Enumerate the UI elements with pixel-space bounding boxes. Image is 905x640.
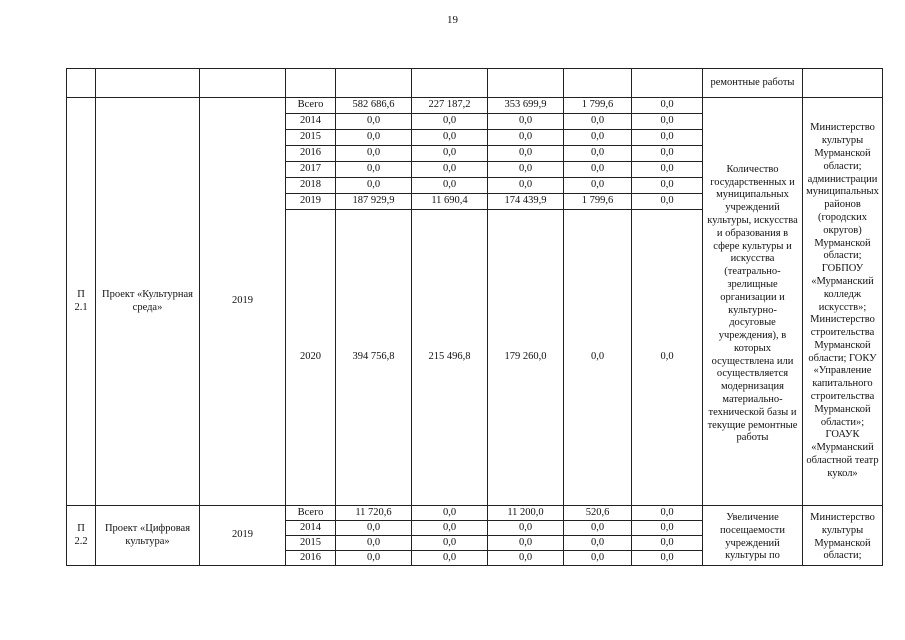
value-cell: 0,0 bbox=[564, 551, 632, 566]
result-cell: Увеличение посещаемости учреждений культуры по bbox=[703, 506, 803, 566]
table-row bbox=[67, 98, 883, 114]
project-name-cell: Проект «Цифровая культура» bbox=[96, 506, 200, 566]
value-cell: 227 187,2 bbox=[412, 98, 488, 114]
value-cell: 353 699,9 bbox=[488, 98, 564, 114]
value-cell: 0,0 bbox=[336, 130, 412, 146]
value-cell: 0,0 bbox=[632, 178, 703, 194]
value-cell: 0,0 bbox=[632, 506, 703, 521]
value-cell: 215 496,8 bbox=[412, 210, 488, 506]
value-cell: 0,0 bbox=[336, 536, 412, 551]
value-cell: 0,0 bbox=[336, 178, 412, 194]
value-cell: 0,0 bbox=[336, 146, 412, 162]
row-label: 2016 bbox=[286, 146, 336, 162]
row-label: 2017 bbox=[286, 162, 336, 178]
value-cell: 11 720,6 bbox=[336, 506, 412, 521]
program-table bbox=[66, 68, 883, 566]
value-cell: 0,0 bbox=[564, 114, 632, 130]
value-cell: 174 439,9 bbox=[488, 194, 564, 210]
value-cell: 0,0 bbox=[488, 146, 564, 162]
value-cell: 0,0 bbox=[564, 130, 632, 146]
value-cell: 0,0 bbox=[632, 210, 703, 506]
row-label: 2014 bbox=[286, 521, 336, 536]
value-cell: 0,0 bbox=[632, 146, 703, 162]
project-year-cell: 2019 bbox=[200, 506, 286, 566]
value-cell: 11 200,0 bbox=[488, 506, 564, 521]
value-cell: 0,0 bbox=[488, 536, 564, 551]
project-year-cell: 2019 bbox=[200, 98, 286, 506]
value-cell: 0,0 bbox=[412, 551, 488, 566]
value-cell: 0,0 bbox=[412, 536, 488, 551]
value-cell: 0,0 bbox=[412, 146, 488, 162]
value-cell: 0,0 bbox=[632, 98, 703, 114]
value-cell: 394 756,8 bbox=[336, 210, 412, 506]
project-code-cell: П 2.1 bbox=[67, 98, 96, 506]
value-cell: 0,0 bbox=[336, 162, 412, 178]
value-cell: 582 686,6 bbox=[336, 98, 412, 114]
value-cell: 0,0 bbox=[564, 162, 632, 178]
value-cell: 0,0 bbox=[412, 521, 488, 536]
row-label: 2015 bbox=[286, 536, 336, 551]
value-cell: 0,0 bbox=[564, 521, 632, 536]
project-name-cell: Проект «Культурная среда» bbox=[96, 98, 200, 506]
table-row bbox=[67, 506, 883, 521]
value-cell: 0,0 bbox=[488, 551, 564, 566]
value-cell: 0,0 bbox=[632, 162, 703, 178]
executor-cell: Министерство культуры Мурманской области; bbox=[803, 506, 883, 566]
continuation-row bbox=[67, 69, 883, 98]
value-cell: 0,0 bbox=[336, 551, 412, 566]
value-cell: 0,0 bbox=[632, 130, 703, 146]
value-cell: 0,0 bbox=[412, 506, 488, 521]
value-cell: 0,0 bbox=[336, 114, 412, 130]
page-number: 19 bbox=[447, 14, 458, 26]
value-cell: 0,0 bbox=[632, 521, 703, 536]
value-cell: 0,0 bbox=[412, 162, 488, 178]
value-cell: 0,0 bbox=[412, 114, 488, 130]
row-label: 2020 bbox=[286, 210, 336, 506]
value-cell: 0,0 bbox=[488, 130, 564, 146]
value-cell: 0,0 bbox=[564, 536, 632, 551]
value-cell: 1 799,6 bbox=[564, 98, 632, 114]
value-cell: 0,0 bbox=[632, 536, 703, 551]
result-cell: Количество государственных и муниципальных учреждений культуры, искусства и образования в сфере культуры и искусства (театрально-зрелищные организации и культурно-досуговые учреждения), в которых осуществлена или осуществляется модернизация материально-технической базы и текущие ремонтные работы bbox=[703, 98, 803, 506]
value-cell: 0,0 bbox=[488, 178, 564, 194]
value-cell: 0,0 bbox=[336, 521, 412, 536]
row-label: Всего bbox=[286, 506, 336, 521]
value-cell: 187 929,9 bbox=[336, 194, 412, 210]
project-code-cell: П 2.2 bbox=[67, 506, 96, 566]
value-cell: 0,0 bbox=[488, 162, 564, 178]
value-cell: 0,0 bbox=[412, 178, 488, 194]
result-tail-cell: ремонтные работы bbox=[703, 69, 803, 98]
row-label: Всего bbox=[286, 98, 336, 114]
value-cell: 0,0 bbox=[632, 551, 703, 566]
row-label: 2019 bbox=[286, 194, 336, 210]
row-label: 2014 bbox=[286, 114, 336, 130]
row-label: 2015 bbox=[286, 130, 336, 146]
value-cell: 0,0 bbox=[632, 114, 703, 130]
value-cell: 179 260,0 bbox=[488, 210, 564, 506]
executor-cell: Министерство культуры Мурманской области; администрации муниципальных районов (городских округов) Мурманской области; ГОБПОУ «Мурманский колледж искусств»; Министерство строительства Мурманской области; ГОКУ «Управление капитального строительства Мурманской области»; ГОАУК «Мурманский областной театр кукол» bbox=[803, 98, 883, 506]
value-cell: 0,0 bbox=[488, 114, 564, 130]
value-cell: 0,0 bbox=[488, 521, 564, 536]
value-cell: 11 690,4 bbox=[412, 194, 488, 210]
value-cell: 0,0 bbox=[412, 130, 488, 146]
value-cell: 520,6 bbox=[564, 506, 632, 521]
value-cell: 0,0 bbox=[564, 146, 632, 162]
value-cell: 1 799,6 bbox=[564, 194, 632, 210]
value-cell: 0,0 bbox=[632, 194, 703, 210]
value-cell: 0,0 bbox=[564, 178, 632, 194]
row-label: 2016 bbox=[286, 551, 336, 566]
row-label: 2018 bbox=[286, 178, 336, 194]
value-cell: 0,0 bbox=[564, 210, 632, 506]
